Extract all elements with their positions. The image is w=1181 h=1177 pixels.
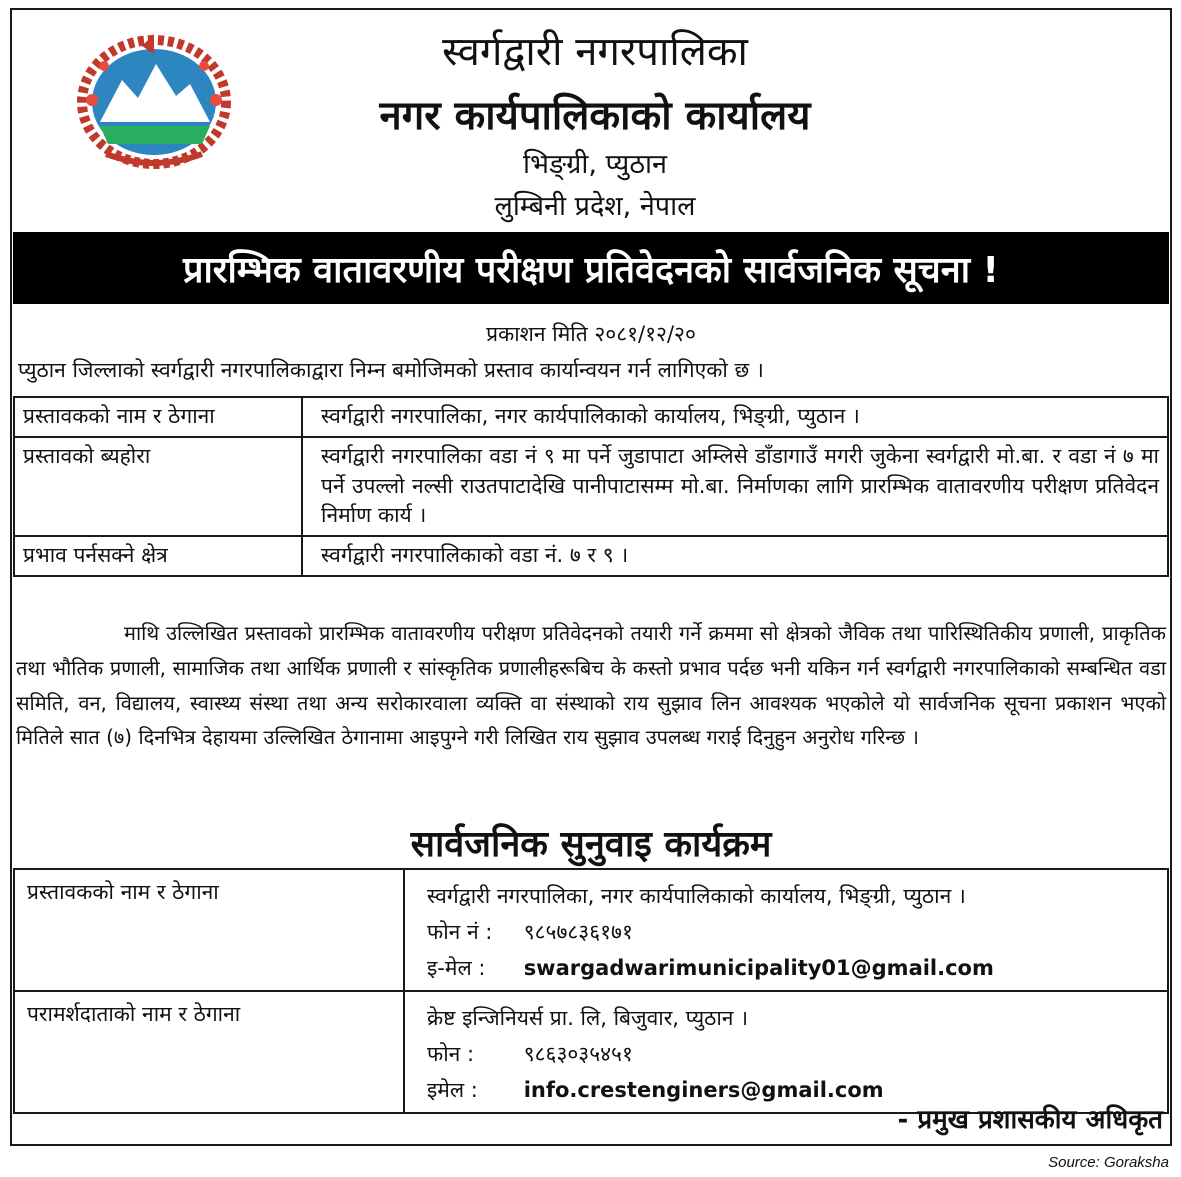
email-label: इ-मेल : (427, 956, 486, 980)
row-label: प्रस्तावको ब्यहोरा (14, 437, 302, 536)
proponent-label: प्रस्तावकको नाम र ठेगाना (14, 869, 404, 991)
proposal-details-table (13, 396, 1169, 577)
consultant-label: परामर्शदाताको नाम र ठेगाना (14, 991, 404, 1113)
consultant-address: क्रेष्ट इन्जिनियर्स प्रा. लि, बिजुवार, प्युठान । (427, 1006, 749, 1030)
publication-date: प्रकाशन मिति २०८१/१२/२० (486, 322, 696, 346)
proponent-contact (404, 869, 1168, 991)
row-value: स्वर्गद्वारी नगरपालिकाको वडा नं. ७ र ९ । (302, 536, 1168, 576)
email-label: इमेल : (427, 1078, 478, 1102)
source-credit: Source: Goraksha (1048, 1154, 1169, 1171)
consultant-phone-line (427, 1036, 1157, 1072)
table-row (14, 869, 1168, 991)
office-location: भिङ्ग्री, प्युठान (522, 149, 667, 180)
row-label: प्रभाव पर्नसक्ने क्षेत्र (14, 536, 302, 576)
province-line: लुम्बिनी प्रदेश, नेपाल (494, 191, 696, 222)
municipality-name: स्वर्गद्वारी नगरपालिका (442, 29, 748, 75)
phone-label: फोन : (427, 1042, 475, 1066)
office-name: नगर कार्यपालिकाको कार्यालय (379, 93, 811, 139)
proponent-address: स्वर्गद्वारी नगरपालिका, नगर कार्यपालिकाको कार्यालय, भिङ्ग्री, प्युठान । (427, 884, 966, 908)
body-paragraph: माथि उल्लिखित प्रस्तावको प्रारम्भिक वातावरणीय परीक्षण प्रतिवेदनको तयारी गर्ने क्रममा सो क्षेत्रको जैविक तथा पारिस्थितिकीय प्रणाली, प्राकृतिक तथा भौतिक प्रणाली, सामाजिक तथा आर्थिक प्रणाली र सांस्कृतिक प्रणालीहरूबिच के कस्तो प्रभाव पर्दछ भनी यकिन गर्न स्वर्गद्वारी नगरपालिकाको सम्बन्धित वडा समिति, वन, विद्यालय, स्वास्थ्य संस्था तथा अन्य सरोकारवाला व्यक्ति वा संस्थाको राय सुझाव लिन आवश्यक भएकोले यो सार्वजनिक सूचना प्रकाशन भएको मितिले सात (७) दिनभित्र देहायमा उल्लिखित ठेगानामा आइपुग्ने गरी लिखित राय सुझाव उपलब्ध गराई दिनुहुन अनुरोध गरिन्छ । (16, 621, 1166, 750)
notice-title-banner (13, 232, 1169, 304)
table-row (14, 536, 1168, 576)
proponent-phone[interactable]: ९८५७८३६१७१ (523, 920, 633, 944)
table-row (14, 991, 1168, 1113)
consultant-contact (404, 991, 1168, 1113)
proponent-email-link[interactable]: swargadwarimunicipality01@gmail.com (523, 956, 994, 980)
row-value: स्वर्गद्वारी नगरपालिका वडा नं ९ मा पर्ने जुडापाटा अम्लिसे डाँडागाउँ मगरी जुकेना स्वर्गद्वारी मो.बा. र वडा नं ७ मा पर्ने उपल्लो नल्सी राउतपाटादेखि पानीपाटासम्म मो.बा. निर्माणका लागि प्रारम्भिक वातावरणीय परीक्षण प्रतिवेदन निर्माण कार्य । (302, 437, 1168, 536)
proponent-phone-line (427, 914, 1157, 950)
phone-label: फोन नं : (427, 920, 493, 944)
consultant-phone[interactable]: ९८६३०३५४५१ (523, 1042, 633, 1066)
public-hearing-table (13, 868, 1169, 1114)
intro-text: प्युठान जिल्लाको स्वर्गद्वारी नगरपालिकाद्वारा निम्न बमोजिमको प्रस्ताव कार्यान्वयन गर्न लागिएको छ । (18, 358, 764, 382)
table-row (14, 437, 1168, 536)
public-hearing-heading: सार्वजनिक सुनुवाइ कार्यक्रम (410, 824, 772, 865)
signatory-title: - प्रमुख प्रशासकीय अधिकृत (897, 1105, 1163, 1135)
table-row (14, 397, 1168, 437)
row-value: स्वर्गद्वारी नगरपालिका, नगर कार्यपालिकाको कार्यालय, भिङ्ग्री, प्युठान । (302, 397, 1168, 437)
consultant-email-link[interactable]: info.crestenginers@gmail.com (523, 1078, 884, 1102)
proponent-email-line (427, 950, 1157, 986)
notice-title: प्रारम्भिक वातावरणीय परीक्षण प्रतिवेदनको सार्वजनिक सूचना ! (183, 249, 999, 291)
row-label: प्रस्तावकको नाम र ठेगाना (14, 397, 302, 437)
nepal-emblem-logo (70, 26, 238, 174)
